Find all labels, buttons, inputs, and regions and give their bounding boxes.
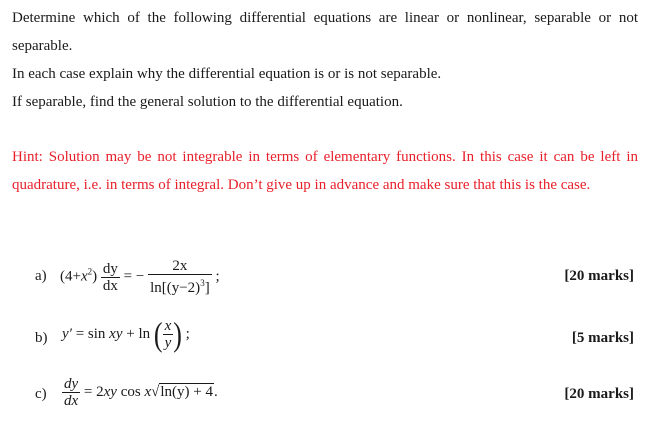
question-a-end: ;	[215, 268, 220, 285]
question-a-lhs-exp: 2	[87, 266, 93, 277]
question-c-eq: = 2	[83, 383, 104, 400]
question-a-rhs-fraction	[148, 258, 212, 296]
intro-line-3: If separable, find the general solution to the differential equation.	[12, 94, 403, 110]
question-a-lhs-var: x	[80, 268, 88, 285]
question-b-plus: + ln	[126, 325, 151, 342]
question-b-left-paren: (	[153, 315, 163, 353]
question-c-marks: [20 marks]	[564, 386, 634, 402]
question-a-rhs-den	[148, 275, 212, 296]
question-b-equation	[62, 315, 190, 353]
question-c-equation	[62, 376, 218, 409]
question-b-fraction	[163, 318, 174, 351]
question-c-label: c)	[35, 386, 47, 402]
question-c-term: xy	[103, 383, 117, 400]
question-a-derivative	[101, 261, 120, 294]
question-c-cos-arg: x	[144, 383, 152, 400]
question-c-deriv-num: dy	[64, 376, 79, 392]
question-a-lhs-suffix: )	[92, 268, 98, 285]
intro-line-1: Determine which of the following differential equations are linear or nonlinear, separable or not separable.	[12, 10, 638, 54]
question-c-cos: cos	[120, 383, 141, 400]
question-c-end: .	[214, 383, 218, 400]
question-a-eq: = −	[123, 268, 145, 285]
question-a-marks: [20 marks]	[564, 268, 634, 284]
sqrt-icon: √	[151, 383, 160, 400]
question-c-sqrt: ln(y) + 4	[160, 383, 213, 400]
intro-line-2: In each case explain why the differential equation is or is not separable.	[12, 66, 442, 82]
question-b-eq: = sin	[75, 325, 106, 342]
question-a-rhs-den-exp: 3	[200, 278, 205, 288]
question-a-rhs-num: 2x	[148, 258, 212, 275]
question-c-deriv-den: dx	[64, 393, 79, 409]
question-a-equation	[60, 258, 220, 296]
question-b-right-paren: )	[173, 315, 182, 353]
question-a-label: a)	[35, 268, 47, 284]
question-b-frac-den: y	[164, 335, 172, 351]
hint-text: Hint: Solution may be not integrable in terms of elementary functions. In this case it can be left in quadrature, i.e. in terms of integral. Don’t give up in advance and make sure that this is the case.	[12, 149, 638, 193]
question-a-deriv-den: dx	[102, 277, 118, 294]
question-b-frac-num: x	[164, 318, 172, 334]
question-a-lhs-prefix: (4+	[60, 268, 81, 285]
question-a-rhs-den-main: ln[(y−2)	[150, 280, 201, 296]
question-b-end: ;	[185, 325, 190, 342]
question-a-deriv-num: dy	[102, 260, 118, 277]
question-b-lhs: y′	[62, 325, 72, 342]
question-b-label: b)	[35, 330, 48, 346]
question-c-derivative	[62, 376, 80, 409]
question-b-marks: [5 marks]	[571, 330, 634, 346]
question-a-rhs-den-close: ]	[204, 280, 210, 296]
question-b-term: xy	[109, 325, 123, 342]
